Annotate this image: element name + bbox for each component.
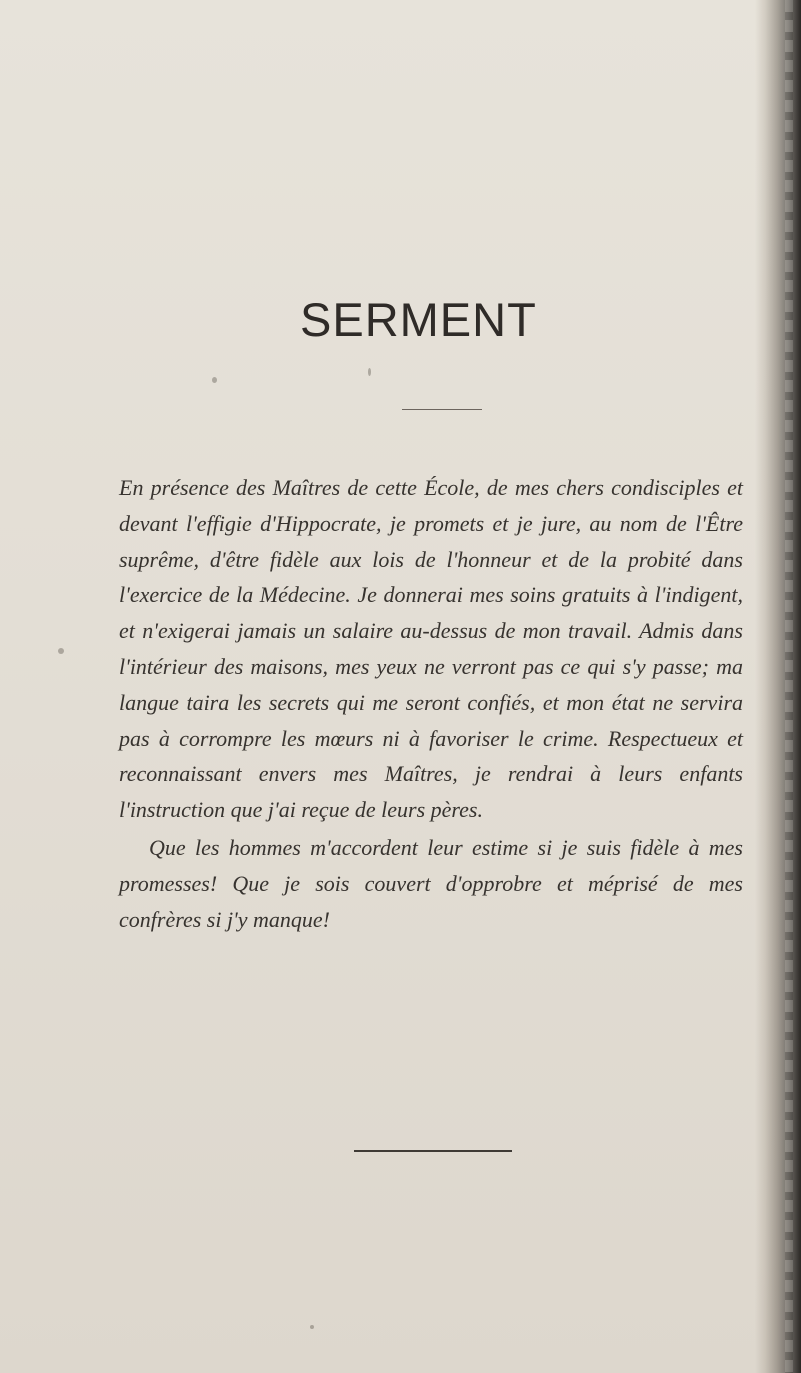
ink-smudge [58, 648, 64, 654]
document-title: SERMENT [300, 293, 537, 346]
oath-paragraph-1: En présence des Maîtres de cette École, de mes chers condisciples et devant l'effigie d'Hippocrate, je promets et je jure, au nom de l'Être suprême, d'être fidèle aux lois de l'honneur et de la probité dans l'exercice de la Médecine. Je donnerai mes soins gratuits à l'indigent, et n'exigerai jamais un salaire au-dessus de mon travail. Admis dans l'intérieur des maisons, mes yeux ne verront pas ce qui s'y passe; ma langue taira les secrets qui me seront confiés, et mon état ne servira pas à corrompre les mœurs ni à favoriser le crime. Respectueux et reconnaissant envers mes Maîtres, je rendrai à leurs enfants l'instruction que j'ai reçue de leurs pères. [119, 475, 743, 823]
title-divider [402, 409, 482, 410]
ink-smudge [368, 368, 371, 376]
page-binding-edge [755, 0, 801, 1373]
closing-divider [354, 1150, 512, 1152]
ink-smudge [212, 377, 217, 383]
oath-paragraph-2: Que les hommes m'accordent leur estime si je suis fidèle à mes promesses! Que je sois couvert d'opprobre et méprisé de mes confrères si j'y manque! [119, 834, 743, 932]
oath-text [119, 470, 743, 937]
ink-smudge [310, 1325, 314, 1329]
